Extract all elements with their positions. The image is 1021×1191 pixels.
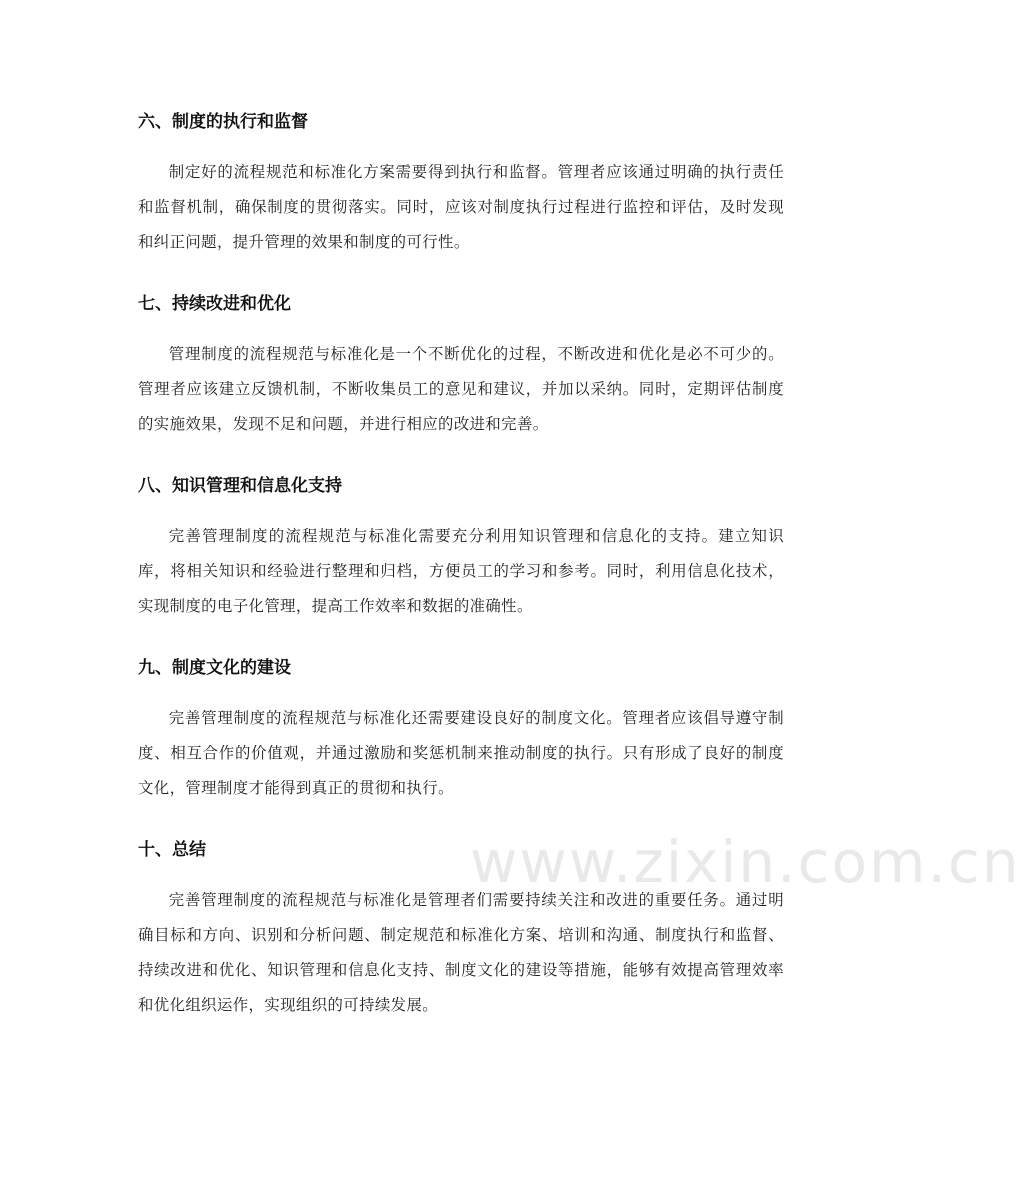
document-body [138, 104, 784, 1023]
section-knowledge-management [138, 468, 784, 624]
section-paragraph: 管理制度的流程规范与标准化是一个不断优化的过程，不断改进和优化是必不可少的。管理者应该建立反馈机制，不断收集员工的意见和建议，并加以采纳。同时，定期评估制度的实施效果，发现不足和问题，并进行相应的改进和完善。 [138, 345, 784, 433]
section-paragraph: 完善管理制度的流程规范与标准化是管理者们需要持续关注和改进的重要任务。通过明确目标和方向、识别和分析问题、制定规范和标准化方案、培训和沟通、制度执行和监督、持续改进和优化、知识管理和信息化支持、制度文化的建设等措施，能够有效提高管理效率和优化组织运作，实现组织的可持续发展。 [138, 891, 784, 1014]
section-execution-supervision [138, 104, 784, 260]
section-heading: 六、制度的执行和监督 [138, 112, 308, 132]
section-institutional-culture [138, 650, 784, 806]
section-heading: 十、总结 [138, 840, 206, 860]
section-paragraph: 完善管理制度的流程规范与标准化需要充分利用知识管理和信息化的支持。建立知识库，将相关知识和经验进行整理和归档，方便员工的学习和参考。同时，利用信息化技术，实现制度的电子化管理，提高工作效率和数据的准确性。 [138, 527, 784, 615]
section-heading: 七、持续改进和优化 [138, 294, 291, 314]
section-heading: 九、制度文化的建设 [138, 658, 291, 678]
section-heading: 八、知识管理和信息化支持 [138, 476, 342, 496]
section-paragraph: 制定好的流程规范和标准化方案需要得到执行和监督。管理者应该通过明确的执行责任和监督机制，确保制度的贯彻落实。同时，应该对制度执行过程进行监控和评估，及时发现和纠正问题，提升管理的效果和制度的可行性。 [138, 163, 784, 251]
section-paragraph: 完善管理制度的流程规范与标准化还需要建设良好的制度文化。管理者应该倡导遵守制度、相互合作的价值观，并通过激励和奖惩机制来推动制度的执行。只有形成了良好的制度文化，管理制度才能得到真正的贯彻和执行。 [138, 709, 784, 797]
section-continuous-improvement [138, 286, 784, 442]
watermark: www.zixin.com.cn [470, 828, 1021, 896]
section-summary [138, 832, 784, 1023]
